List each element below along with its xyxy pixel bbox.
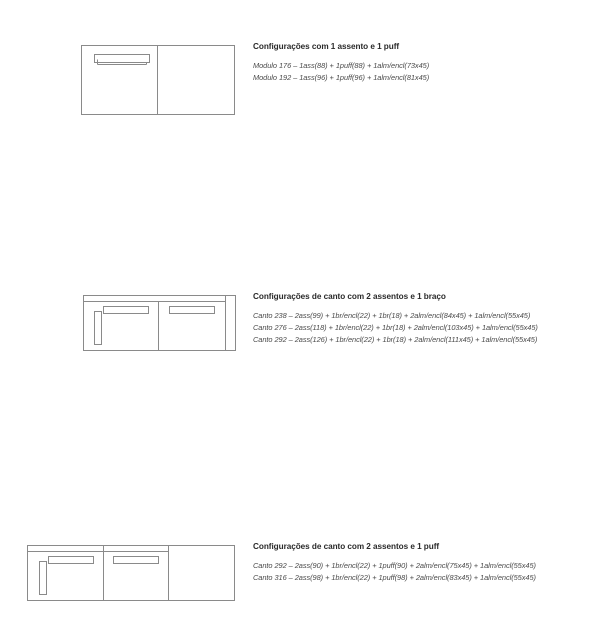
sofa-drawing-corner-arm	[83, 295, 239, 353]
config-title: Configurações com 1 assento e 1 puff	[253, 42, 400, 51]
sofa-drawing-corner-puff	[27, 545, 237, 603]
config-line: Modulo 192 – 1ass(96) + 1puff(96) + 1alm/encl(81x45)	[253, 73, 430, 82]
config-line: Canto 276 – 2ass(118) + 1br/encl(22) + 1br(18) + 2alm/encl(103x45) + 1alm/encl(55x45)	[253, 323, 538, 332]
back-cushion-right	[170, 307, 215, 314]
sofa-plan-svg	[83, 295, 239, 353]
sofa-plan-svg	[81, 45, 237, 117]
back-cushion-right	[114, 557, 159, 564]
config-line: Canto 292 – 2ass(126) + 1br/encl(22) + 1br(18) + 2alm/encl(111x45) + 1alm/encl(55x45)	[253, 335, 538, 344]
config-text	[253, 292, 538, 346]
sofa-outline	[28, 546, 235, 601]
config-text	[253, 542, 536, 584]
sofa-plan-svg	[27, 545, 237, 603]
config-line: Canto 316 – 2ass(98) + 1br/encl(22) + 1puff(98) + 2alm/encl(83x45) + 1alm/encl(55x45)	[253, 573, 536, 582]
sofa-drawing-seat-puff	[81, 45, 237, 117]
sofa-outline	[84, 296, 236, 351]
config-line: Modulo 176 – 1ass(88) + 1puff(88) + 1alm/encl(73x45)	[253, 61, 430, 70]
back-cushion-left	[49, 557, 94, 564]
config-line: Canto 292 – 2ass(90) + 1br/encl(22) + 1puff(90) + 2alm/encl(75x45) + 1alm/encl(55x45)	[253, 561, 536, 570]
config-title: Configurações de canto com 2 assentos e 1 puff	[253, 542, 440, 551]
side-cushion	[40, 562, 47, 595]
config-line: Canto 238 – 2ass(99) + 1br/encl(22) + 1br(18) + 2alm/encl(84x45) + 1alm/encl(55x45)	[253, 311, 531, 320]
back-cushion-left	[104, 307, 149, 314]
config-title: Configurações de canto com 2 assentos e 1 braço	[253, 292, 446, 301]
back-cushion	[95, 55, 150, 63]
config-text	[253, 42, 429, 84]
side-cushion	[95, 312, 102, 345]
